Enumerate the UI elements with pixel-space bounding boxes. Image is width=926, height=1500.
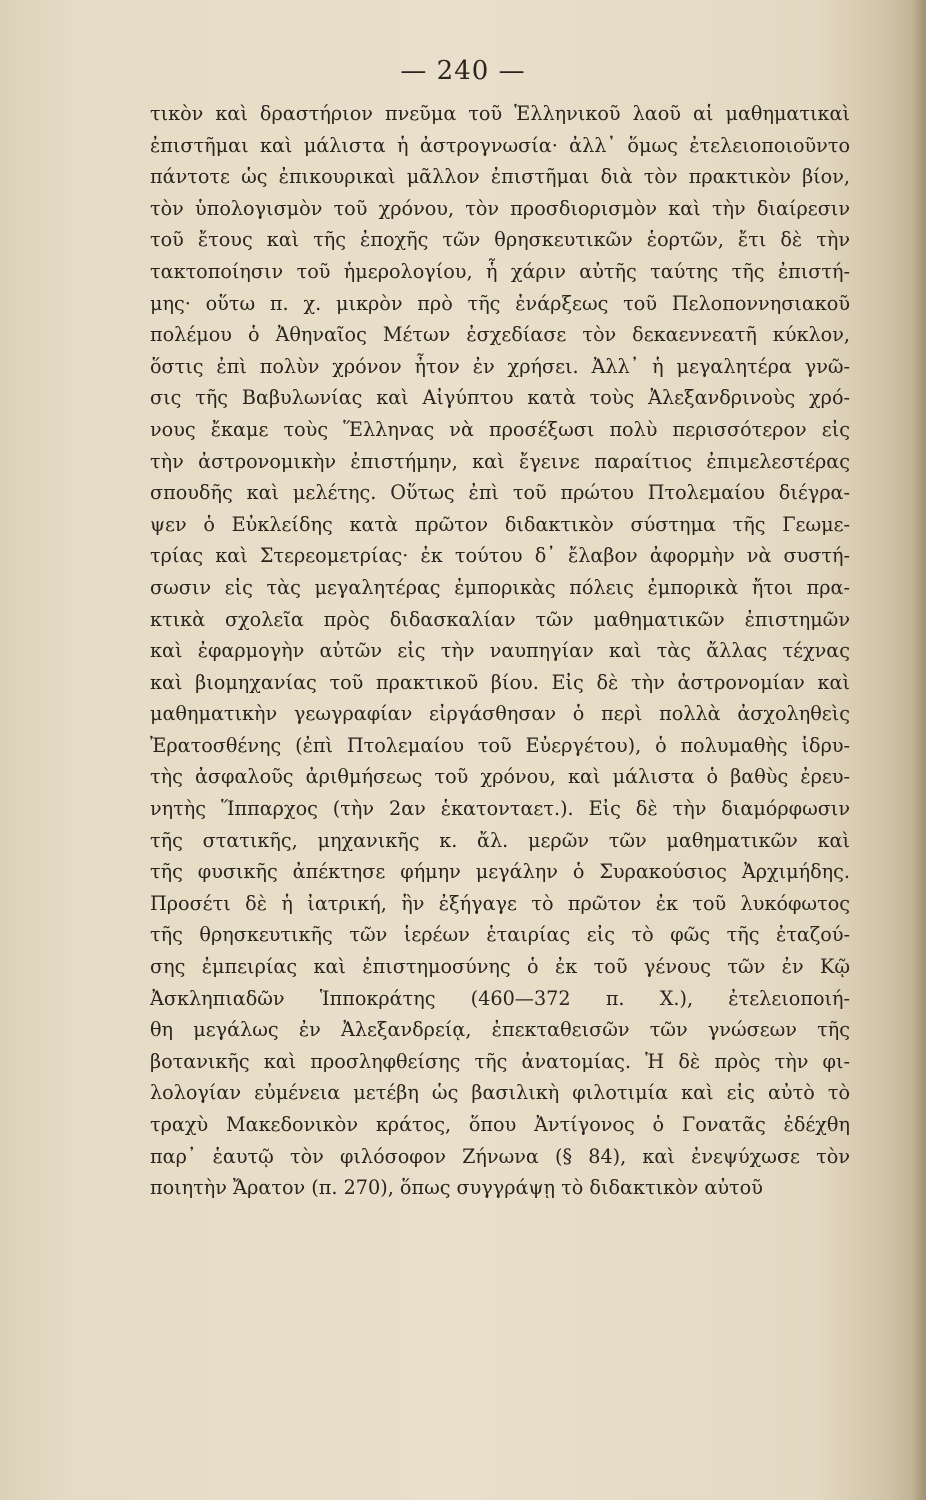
text-line: νους ἔκαμε τοὺς Ἕλληνας νὰ προσέξωσι πολὺ περισσότερον εἰς xyxy=(150,417,850,441)
text-line: τρίας καὶ Στερεομετρίας· ἐκ τούτου δ᾽ ἔλαβον ἀφορμὴν νὰ συστή- xyxy=(150,544,850,568)
text-line: Προσέτι δὲ ἡ ἰατρική, ἣν ἐξήγαγε τὸ πρῶτον ἐκ τοῦ λυκόφωτος xyxy=(150,891,850,915)
text-line: τακτοποίησιν τοῦ ἡμερολογίου, ἧ χάριν αὐτῆς ταύτης τῆς ἐπιστή- xyxy=(150,259,850,283)
text-line: τοῦ ἔτους καὶ τῆς ἐποχῆς τῶν θρησκευτικῶν ἑορτῶν, ἔτι δὲ τὴν xyxy=(150,228,850,252)
page-edge-shadow xyxy=(912,0,926,1500)
page-number: — 240 — xyxy=(400,56,526,86)
text-line: σις τῆς Βαβυλωνίας καὶ Αἰγύπτου κατὰ τοὺς Ἀλεξανδρινοὺς χρό- xyxy=(150,386,850,410)
text-line: τῆς στατικῆς, μηχανικῆς κ. ἄλ. μερῶν τῶν μαθηματικῶν καὶ xyxy=(150,828,850,852)
text-line: καὶ ἐφαρμογὴν αὐτῶν εἰς τὴν ναυπηγίαν καὶ τὰς ἄλλας τέχνας xyxy=(150,639,850,663)
text-line: τὴς ἀσφαλοῦς ἀριθμήσεως τοῦ χρόνου, καὶ μάλιστα ὁ βαθὺς ἐρευ- xyxy=(150,765,850,789)
text-line: κτικὰ σχολεῖα πρὸς διδασκαλίαν τῶν μαθηματικῶν ἐπιστημῶν xyxy=(150,607,850,631)
text-line: πάντοτε ὡς ἐπικουρικαὶ μᾶλλον ἐπιστῆμαι διὰ τὸν πρακτικὸν βίον, xyxy=(150,165,850,189)
text-line: ψεν ὁ Εὐκλείδης κατὰ πρῶτον διδακτικὸν σύστημα τῆς Γεωμε- xyxy=(150,512,850,536)
text-line: μαθηματικὴν γεωγραφίαν εἰργάσθησαν ὁ περὶ πολλὰ ἀσχοληθεὶς xyxy=(150,702,850,726)
text-line: θη μεγάλως ἐν Ἀλεξανδρείᾳ, ἐπεκταθεισῶν τῶν γνώσεων τῆς xyxy=(150,1018,850,1042)
text-line: τῆς φυσικῆς ἀπέκτησε φήμην μεγάλην ὁ Συρακούσιος Ἀρχιμήδης. xyxy=(150,860,850,884)
text-line: ποιητὴν Ἄρατον (π. 270), ὅπως συγγράψῃ τὸ διδακτικὸν αὐτοῦ xyxy=(150,1176,763,1200)
text-line: ὅστις ἐπὶ πολὺν χρόνον ἦτον ἐν χρήσει. Ἀλλ᾽ ἡ μεγαλητέρα γνῶ- xyxy=(150,354,850,378)
text-line: παρ᾽ ἑαυτῷ τὸν φιλόσοφον Ζήνωνα (§ 84), καὶ ἐνεψύχωσε τὸν xyxy=(150,1144,850,1168)
text-line: νητὴς Ἵππαρχος (τὴν 2αν ἑκατονταετ.). Εἰς δὲ τὴν διαμόρφωσιν xyxy=(150,797,850,821)
body-text xyxy=(150,98,850,1204)
text-line: τὴν ἀστρονομικὴν ἐπιστήμην, καὶ ἔγεινε παραίτιος ἐπιμελεστέρας xyxy=(150,449,850,473)
text-line: σωσιν εἰς τὰς μεγαλητέρας ἐμπορικὰς πόλεις ἐμπορικὰ ἤτοι πρα- xyxy=(150,575,850,599)
text-line: τὸν ὑπολογισμὸν τοῦ χρόνου, τὸν προσδιορισμὸν καὶ τὴν διαίρεσιν xyxy=(150,196,850,220)
text-line: τραχὺ Μακεδονικὸν κράτος, ὅπου Ἀντίγονος ὁ Γονατᾶς ἐδέχθη xyxy=(150,1113,850,1136)
text-line: καὶ βιομηχανίας τοῦ πρακτικοῦ βίου. Εἰς δὲ τὴν ἀστρονομίαν καὶ xyxy=(150,670,850,694)
text-line: σπουδῆς καὶ μελέτης. Οὕτως ἐπὶ τοῦ πρώτου Πτολεμαίου διέγρα- xyxy=(150,481,850,505)
text-line: βοτανικῆς καὶ προσληφθείσης τῆς ἀνατομίας. Ἡ δὲ πρὸς τὴν φι- xyxy=(150,1049,850,1073)
text-line: τικὸν καὶ δραστήριον πνεῦμα τοῦ Ἑλληνικοῦ λαοῦ αἱ μαθηματικαὶ xyxy=(150,102,850,125)
text-line: μης· οὕτω π. χ. μικρὸν πρὸ τῆς ἐνάρξεως τοῦ Πελοποννησιακοῦ xyxy=(150,291,850,315)
text-line: ἐπιστῆμαι καὶ μάλιστα ἡ ἀστρογνωσία· ἀλλ᾽ ὅμως ἐτελειοποιοῦντο xyxy=(150,133,850,157)
text-line: λολογίαν εὐμένεια μετέβη ὡς βασιλικὴ φιλοτιμία καὶ εἰς αὐτὸ τὸ xyxy=(150,1081,850,1105)
text-line: τῆς θρησκευτικῆς τῶν ἱερέων ἑταιρίας εἰς τὸ φῶς τῆς ἐταζού- xyxy=(150,923,850,947)
text-line: σης ἐμπειρίας καὶ ἐπιστημοσύνης ὁ ἐκ τοῦ γένους τῶν ἐν Κῷ xyxy=(150,955,850,979)
text-line: πολέμου ὁ Ἀθηναῖος Μέτων ἐσχεδίασε τὸν δεκαεννεατῆ κύκλον, xyxy=(150,323,850,347)
text-line: Ἀσκληπιαδῶν Ἱπποκράτης (460—372 π. Χ.), ἐτελειοποιή- xyxy=(150,986,850,1010)
text-line: Ἐρατοσθένης (ἐπὶ Πτολεμαίου τοῦ Εὐεργέτου), ὁ πολυμαθὴς ἱδρυ- xyxy=(150,733,850,757)
